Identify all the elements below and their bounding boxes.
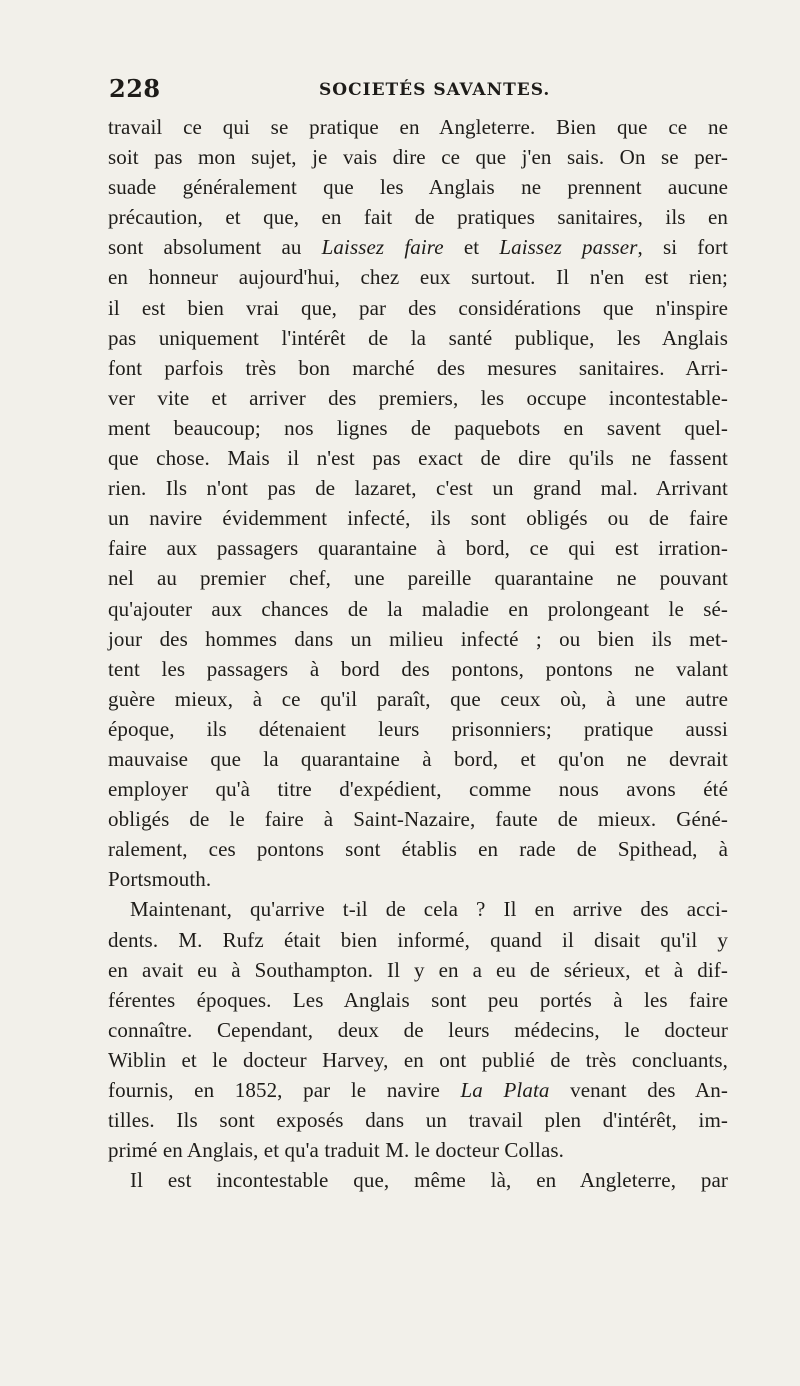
text-segment: en honneur aujourd'hui, chez eux surtout. Il n'en est rien; <box>108 265 728 290</box>
text-segment: ment beaucoup; nos lignes de paquebots en savent quel- <box>108 415 728 440</box>
text-line <box>108 413 728 443</box>
text-segment: époque, ils détenaient leurs prisonniers; pratique aussi <box>108 716 728 741</box>
text-line <box>108 503 728 533</box>
text-segment: rien. Ils n'ont pas de lazaret, c'est un grand mal. Arrivant <box>108 476 728 501</box>
running-title: SOCIETÉS SAVANTES. <box>319 80 551 100</box>
text-segment: Wiblin et le docteur Harvey, en ont publié de très concluants, <box>108 1047 728 1072</box>
text-line <box>108 894 728 924</box>
text-line <box>108 383 728 413</box>
text-segment: travail ce qui se pratique en Angleterre. Bien que ce ne <box>108 115 728 139</box>
text-line <box>108 955 728 985</box>
text-segment: il est bien vrai que, par des considérations que n'inspire <box>108 295 728 320</box>
text-segment: guère mieux, à ce qu'il paraît, que ceux où, à une autre <box>108 686 728 711</box>
text-segment: et <box>443 235 500 260</box>
text-line <box>108 1045 728 1075</box>
running-head <box>109 66 719 106</box>
text-segment: tent les passagers à bord des pontons, pontons ne valant <box>108 656 728 681</box>
text-segment: soit pas mon sujet, je vais dire ce que j'en sais. On se per- <box>108 145 728 170</box>
text-segment: Portsmouth. <box>108 867 212 892</box>
text-line <box>108 323 728 353</box>
text-segment: sont absolument au <box>108 235 322 260</box>
text-segment: font parfois très bon marché des mesures sanitaires. Arri- <box>108 355 728 380</box>
text-line <box>108 533 728 563</box>
text-line <box>108 594 728 624</box>
text-line <box>108 985 728 1015</box>
text-line <box>108 684 728 714</box>
text-segment: , si fort <box>637 235 729 260</box>
text-segment: primé en Anglais, et qu'a traduit M. le docteur Collas. <box>108 1138 565 1163</box>
italic-text: La Plata <box>460 1078 550 1102</box>
text-segment: faire aux passagers quarantaine à bord, ce qui est irration- <box>108 536 728 561</box>
body-text <box>108 112 728 1195</box>
text-segment: tilles. Ils sont exposés dans un travail plen d'intérêt, im- <box>108 1108 728 1133</box>
text-segment: venant des An- <box>549 1078 728 1102</box>
text-segment: connaître. Cependant, deux de leurs médecins, le docteur <box>108 1017 728 1042</box>
text-line <box>108 714 728 744</box>
text-line <box>108 744 728 774</box>
text-line <box>108 624 728 654</box>
text-segment: fournis, en 1852, par le navire <box>108 1078 461 1102</box>
text-segment: ralement, ces pontons sont établis en rade de Spithead, à <box>108 837 728 862</box>
text-segment: obligés de le faire à Saint-Nazaire, faute de mieux. Géné- <box>108 807 728 832</box>
text-line <box>108 1105 728 1135</box>
text-line <box>108 1135 728 1165</box>
text-segment: qu'ajouter aux chances de la maladie en prolongeant le sé- <box>108 596 728 621</box>
text-line <box>108 353 728 383</box>
text-line <box>108 473 728 503</box>
text-line <box>108 202 728 232</box>
text-segment: férentes époques. Les Anglais sont peu portés à les faire <box>108 987 728 1012</box>
text-segment: nel au premier chef, une pareille quarantaine ne pouvant <box>108 566 728 591</box>
text-line <box>108 804 728 834</box>
text-segment: ver vite et arriver des premiers, les occupe incontestable- <box>108 385 728 410</box>
text-segment: suade généralement que les Anglais ne prennent aucune <box>108 175 728 200</box>
text-segment: jour des hommes dans un milieu infecté ; ou bien ils met- <box>108 626 728 651</box>
text-line <box>108 563 728 593</box>
text-line <box>108 864 728 894</box>
text-segment: dents. M. Rufz était bien informé, quand il disait qu'il y <box>108 927 728 952</box>
text-line <box>108 293 728 323</box>
text-line <box>108 112 728 142</box>
text-line <box>108 142 728 172</box>
text-segment: Il est incontestable que, même là, en Angleterre, par <box>130 1168 728 1193</box>
text-line <box>108 1165 728 1195</box>
text-segment: précaution, et que, en fait de pratiques sanitaires, ils en <box>108 205 728 230</box>
text-line <box>108 1015 728 1045</box>
italic-text: Laissez passer <box>499 235 638 260</box>
text-segment: pas uniquement l'intérêt de la santé publique, les Anglais <box>108 325 728 350</box>
text-segment: employer qu'à titre d'expédient, comme nous avons été <box>108 777 728 802</box>
text-segment: mauvaise que la quarantaine à bord, et qu'on ne devrait <box>108 746 728 771</box>
text-line <box>108 262 728 292</box>
text-line <box>108 654 728 684</box>
text-line <box>108 774 728 804</box>
text-line <box>108 925 728 955</box>
text-line <box>108 172 728 202</box>
text-segment: que chose. Mais il n'est pas exact de dire qu'ils ne fassent <box>108 446 728 471</box>
text-line <box>108 443 728 473</box>
text-segment: en avait eu à Southampton. Il y en a eu de sérieux, et à dif- <box>108 957 728 982</box>
text-segment: Maintenant, qu'arrive t-il de cela ? Il en arrive des acci- <box>130 897 728 922</box>
text-segment: un navire évidemment infecté, ils sont obligés ou de faire <box>108 506 728 531</box>
page-number: 228 <box>109 74 161 103</box>
text-line <box>108 834 728 864</box>
text-line <box>108 232 728 262</box>
italic-text: Laissez faire <box>321 235 444 260</box>
text-line <box>108 1075 728 1105</box>
